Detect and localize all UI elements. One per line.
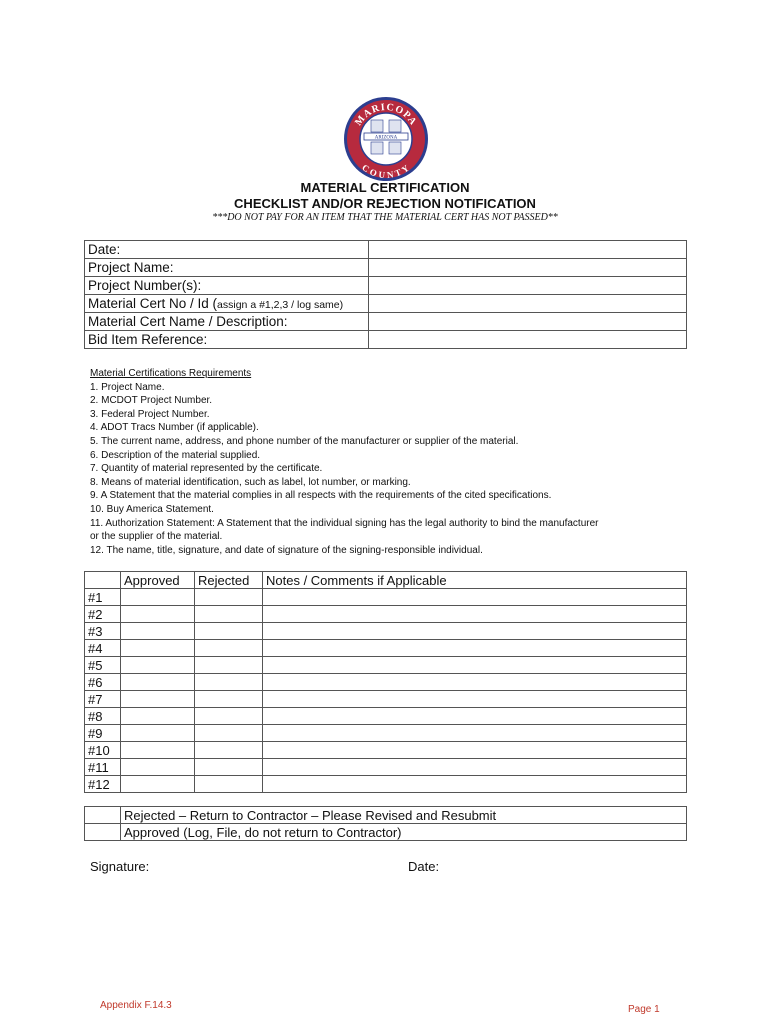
requirements-list <box>90 367 690 557</box>
seal-name-text: MARICOPA <box>353 101 420 128</box>
approved-cell[interactable] <box>121 589 195 606</box>
item-number: #3 <box>85 623 121 640</box>
requirement-item: 9. A Statement that the material complies in all respects with the requirements of the cited specifications. <box>90 490 552 502</box>
payment-warning: ***DO NOT PAY FOR AN ITEM THAT THE MATERIAL CERT HAS NOT PASSED** <box>212 212 558 223</box>
notes-cell[interactable] <box>263 674 687 691</box>
notes-cell[interactable] <box>263 776 687 793</box>
final-approved-checkbox[interactable] <box>85 824 121 841</box>
approval-row <box>85 674 687 691</box>
notes-cell[interactable] <box>263 691 687 708</box>
item-number: #6 <box>85 674 121 691</box>
approval-table <box>84 571 687 793</box>
requirement-item: 7. Quantity of material represented by the certificate. <box>90 463 323 475</box>
item-number: #12 <box>85 776 121 793</box>
cert-no-label-note: assign a #1,2,3 / log same) <box>217 299 344 311</box>
approved-cell[interactable] <box>121 674 195 691</box>
item-number: #2 <box>85 606 121 623</box>
requirement-item: 11. Authorization Statement: A Statement that the individual signing has the legal authority to bind the manufacturer <box>90 517 599 529</box>
header-blank <box>85 572 121 589</box>
project-name-row <box>85 259 687 277</box>
rejected-cell[interactable] <box>195 691 263 708</box>
requirement-item: or the supplier of the material. <box>90 531 223 543</box>
bid-item-field[interactable] <box>369 331 687 349</box>
rejected-cell[interactable] <box>195 708 263 725</box>
rejected-cell[interactable] <box>195 589 263 606</box>
notes-cell[interactable] <box>263 725 687 742</box>
approved-cell[interactable] <box>121 606 195 623</box>
rejected-cell[interactable] <box>195 742 263 759</box>
cert-name-field[interactable] <box>369 313 687 331</box>
approved-cell[interactable] <box>121 776 195 793</box>
date-label: Date: <box>85 241 369 259</box>
rejected-cell[interactable] <box>195 725 263 742</box>
requirement-item: 2. MCDOT Project Number. <box>90 395 213 407</box>
bid-item-label: Bid Item Reference: <box>85 331 369 349</box>
rejected-cell[interactable] <box>195 606 263 623</box>
notes-cell[interactable] <box>263 759 687 776</box>
final-rejected-checkbox[interactable] <box>85 807 121 824</box>
notes-cell[interactable] <box>263 742 687 759</box>
requirement-item: 5. The current name, address, and phone number of the manufacturer or supplier of the material. <box>90 435 519 447</box>
final-approved-label: Approved (Log, File, do not return to Contractor) <box>121 824 687 841</box>
date-field[interactable] <box>369 241 687 259</box>
approval-row <box>85 742 687 759</box>
final-rejected-row <box>85 807 687 824</box>
approved-cell[interactable] <box>121 657 195 674</box>
cert-no-label-main: Material Cert No / Id ( <box>88 296 218 311</box>
approved-cell[interactable] <box>121 640 195 657</box>
notes-cell[interactable] <box>263 589 687 606</box>
approved-cell[interactable] <box>121 623 195 640</box>
final-decision-table <box>84 806 687 841</box>
rejected-cell[interactable] <box>195 674 263 691</box>
approved-cell[interactable] <box>121 691 195 708</box>
approved-cell[interactable] <box>121 759 195 776</box>
appendix-footer: Appendix F.14.3 <box>100 1000 172 1011</box>
item-number: #10 <box>85 742 121 759</box>
rejected-cell[interactable] <box>195 623 263 640</box>
approval-row <box>85 589 687 606</box>
approval-row <box>85 725 687 742</box>
bid-item-row <box>85 331 687 349</box>
signature-date-label: Date: <box>408 859 440 874</box>
cert-name-row <box>85 313 687 331</box>
seal-state-text: ARIZONA <box>374 135 398 141</box>
item-number: #1 <box>85 589 121 606</box>
requirement-item: 3. Federal Project Number. <box>90 408 210 420</box>
notes-cell[interactable] <box>263 657 687 674</box>
requirements-heading: Material Certifications Requirements <box>90 368 252 379</box>
approval-row <box>85 657 687 674</box>
item-number: #4 <box>85 640 121 657</box>
rejected-cell[interactable] <box>195 776 263 793</box>
approved-cell[interactable] <box>121 725 195 742</box>
cert-no-field[interactable] <box>369 295 687 313</box>
requirement-item: 12. The name, title, signature, and date of signature of the signing-responsible individual. <box>90 544 483 556</box>
project-numbers-row <box>85 277 687 295</box>
notes-cell[interactable] <box>263 640 687 657</box>
final-rejected-label: Rejected – Return to Contractor – Please Revised and Resubmit <box>121 807 687 824</box>
project-name-label: Project Name: <box>85 259 369 277</box>
county-seal-logo <box>343 96 429 182</box>
project-numbers-label: Project Number(s): <box>85 277 369 295</box>
notes-cell[interactable] <box>263 606 687 623</box>
date-row <box>85 241 687 259</box>
approval-header-row <box>85 572 687 589</box>
approval-row <box>85 776 687 793</box>
requirement-item: 6. Description of the material supplied. <box>90 449 261 461</box>
cert-name-label: Material Cert Name / Description: <box>85 313 369 331</box>
approval-row <box>85 623 687 640</box>
requirement-item: 10. Buy America Statement. <box>90 503 214 515</box>
project-numbers-field[interactable] <box>369 277 687 295</box>
item-number: #7 <box>85 691 121 708</box>
rejected-cell[interactable] <box>195 640 263 657</box>
rejected-cell[interactable] <box>195 657 263 674</box>
cert-no-label <box>85 295 369 313</box>
page-number: Page 1 <box>628 1004 660 1015</box>
notes-cell[interactable] <box>263 708 687 725</box>
signature-label: Signature: <box>90 859 150 874</box>
approved-cell[interactable] <box>121 742 195 759</box>
cert-no-row <box>85 295 687 313</box>
requirement-item: 8. Means of material identification, such as label, lot number, or marking. <box>90 476 411 488</box>
project-info-table <box>84 240 687 349</box>
document-subtitle-heading: CHECKLIST AND/OR REJECTION NOTIFICATION <box>234 196 536 211</box>
rejected-cell[interactable] <box>195 759 263 776</box>
item-number: #8 <box>85 708 121 725</box>
header-notes: Notes / Comments if Applicable <box>263 572 687 589</box>
item-number: #9 <box>85 725 121 742</box>
approval-row <box>85 640 687 657</box>
item-number: #11 <box>85 759 121 776</box>
approval-row <box>85 606 687 623</box>
header-rejected: Rejected <box>195 572 263 589</box>
final-approved-row <box>85 824 687 841</box>
document-title: MATERIAL CERTIFICATION <box>300 180 470 195</box>
requirement-item: 4. ADOT Tracs Number (if applicable). <box>90 422 259 434</box>
approval-row <box>85 691 687 708</box>
requirement-item: 1. Project Name. <box>90 381 165 393</box>
approved-cell[interactable] <box>121 708 195 725</box>
approval-row <box>85 708 687 725</box>
notes-cell[interactable] <box>263 623 687 640</box>
approval-row <box>85 759 687 776</box>
seal-county-text: COUNTY <box>360 162 412 181</box>
header-approved: Approved <box>121 572 195 589</box>
item-number: #5 <box>85 657 121 674</box>
project-name-field[interactable] <box>369 259 687 277</box>
